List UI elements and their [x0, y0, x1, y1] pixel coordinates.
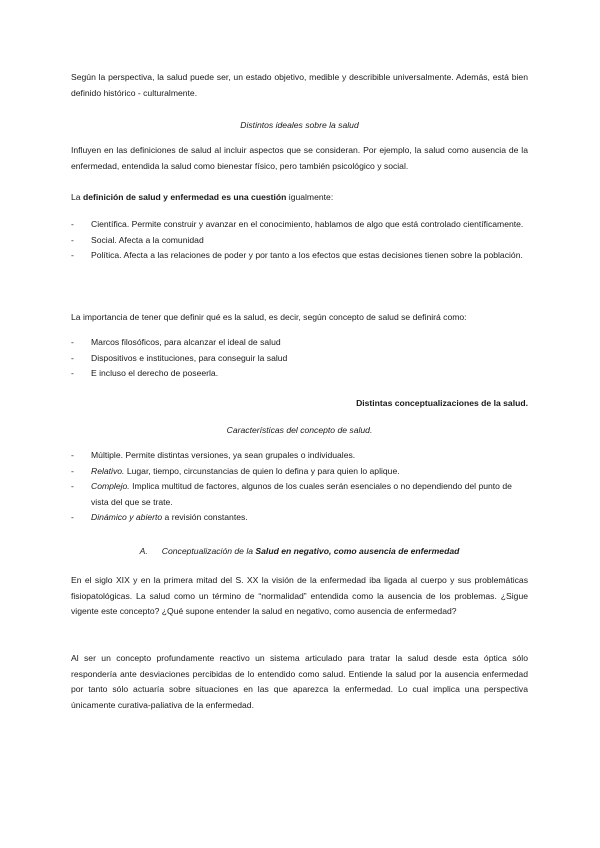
- subsection-heading-prefix: Conceptualización de la: [161, 546, 256, 556]
- list-item: [71, 335, 528, 351]
- bullet-dash: -: [71, 512, 74, 522]
- importancia-paragraph: La importancia de tener que definir qué es la salud, es decir, según concepto de salud se definirá como:: [71, 312, 467, 322]
- bullet-dash: -: [71, 465, 74, 476]
- list-item-text: a revisión constantes.: [162, 512, 248, 522]
- definicion-uses-list: [71, 335, 528, 382]
- list-item-text: Social. Afecta a la comunidad: [91, 234, 204, 245]
- list-item-text: Dispositivos e instituciones, para conseguir la salud: [91, 352, 288, 363]
- bullet-dash: -: [71, 481, 74, 491]
- definicion-bold: definición de salud y enfermedad es una cuestión: [82, 192, 287, 202]
- definicion-suffix: igualmente:: [286, 192, 334, 202]
- bullet-dash: -: [71, 450, 74, 460]
- list-item-text: Científica. Permite construir y avanzar en el conocimiento, hablamos de algo que está controlado científicamente.: [91, 219, 524, 229]
- list-item-text: Implica multitud de factores, algunos de los cuales serán esenciales o no dependiendo del punto de vista del que se trate.: [91, 481, 512, 507]
- bullet-dash: -: [71, 234, 74, 245]
- bullet-dash: -: [71, 352, 74, 363]
- bullet-dash: -: [71, 219, 74, 229]
- list-item-text: Marcos filosóficos, para alcanzar el ideal de salud: [91, 337, 281, 347]
- list-item-term: Dinámico y abierto: [91, 512, 163, 522]
- list-item: [71, 217, 528, 233]
- section-heading-caracteristicas: Características del concepto de salud.: [226, 425, 373, 435]
- definicion-paragraph: [71, 190, 528, 206]
- list-item: [71, 366, 528, 382]
- list-item-text: Política. Afecta a las relaciones de poder y por tanto a los efectos que estas decisiones tienen sobre la población.: [91, 250, 523, 260]
- subsection-heading-a: [71, 544, 528, 560]
- cuestion-list: [71, 217, 528, 264]
- concepto-reactivo-paragraph: Al ser un concepto profundamente reactivo un sistema articulado para tratar la salud desde esta óptica sólo respondería ante desviaciones percibidas de lo entendido como salud. Entiende la salud por la ausencia enfermedad por tanto sólo actuaría sobre situaciones en las que aparezca la enfermedad. Lo cual implica una perspectiva únicamente curativa-paliativa de la enfermedad.: [71, 653, 528, 710]
- list-item-term: Relativo.: [91, 465, 125, 476]
- intro-paragraph: Según la perspectiva, la salud puede ser, un estado objetivo, medible y describible universalmente. Además, está bien definido histórico - culturalmente.: [71, 72, 528, 98]
- bullet-dash: -: [71, 337, 74, 347]
- list-item: [71, 464, 528, 480]
- section-heading-conceptualizaciones: Distintas conceptualizaciones de la salud.: [356, 398, 528, 408]
- bullet-dash: -: [71, 250, 74, 260]
- list-item: [71, 351, 528, 367]
- list-item-text: E incluso el derecho de poseerla.: [91, 368, 219, 378]
- list-item: [71, 510, 528, 526]
- list-item: [71, 479, 528, 510]
- subsection-heading-bold: Salud en negativo, como ausencia de enfermedad: [255, 546, 460, 556]
- list-item: [71, 248, 528, 264]
- list-item-text: Múltiple. Permite distintas versiones, ya sean grupales o individuales.: [91, 450, 356, 460]
- caracteristicas-list: [71, 448, 528, 526]
- definicion-prefix: La: [71, 192, 83, 202]
- list-item-term: Complejo.: [91, 481, 130, 491]
- list-item: [71, 233, 528, 249]
- section-heading-ideales: Distintos ideales sobre la salud: [240, 120, 359, 130]
- influyen-paragraph: Influyen en las definiciones de salud al incluir aspectos que se consideran. Por ejemplo, la salud como ausencia de la enfermedad, entendida la salud como bienestar físico, pero también psicológico y social.: [71, 145, 528, 171]
- siglo-xix-paragraph: En el siglo XIX y en la primera mitad del S. XX la visión de la enfermedad iba ligada al cuerpo y sus problemáticas fisiopatológicas. La salud como un término de “normalidad” entendida como la ausencia de los problemas. ¿Sigue vigente este concepto? ¿Qué supone entender la salud en negativo, como ausencia de enfermedad?: [71, 575, 528, 616]
- list-item-text: Lugar, tiempo, circunstancias de quien lo defina y para quien lo aplique.: [124, 465, 400, 476]
- bullet-dash: -: [71, 368, 74, 378]
- list-item: [71, 448, 528, 464]
- subsection-marker: A.: [139, 546, 148, 556]
